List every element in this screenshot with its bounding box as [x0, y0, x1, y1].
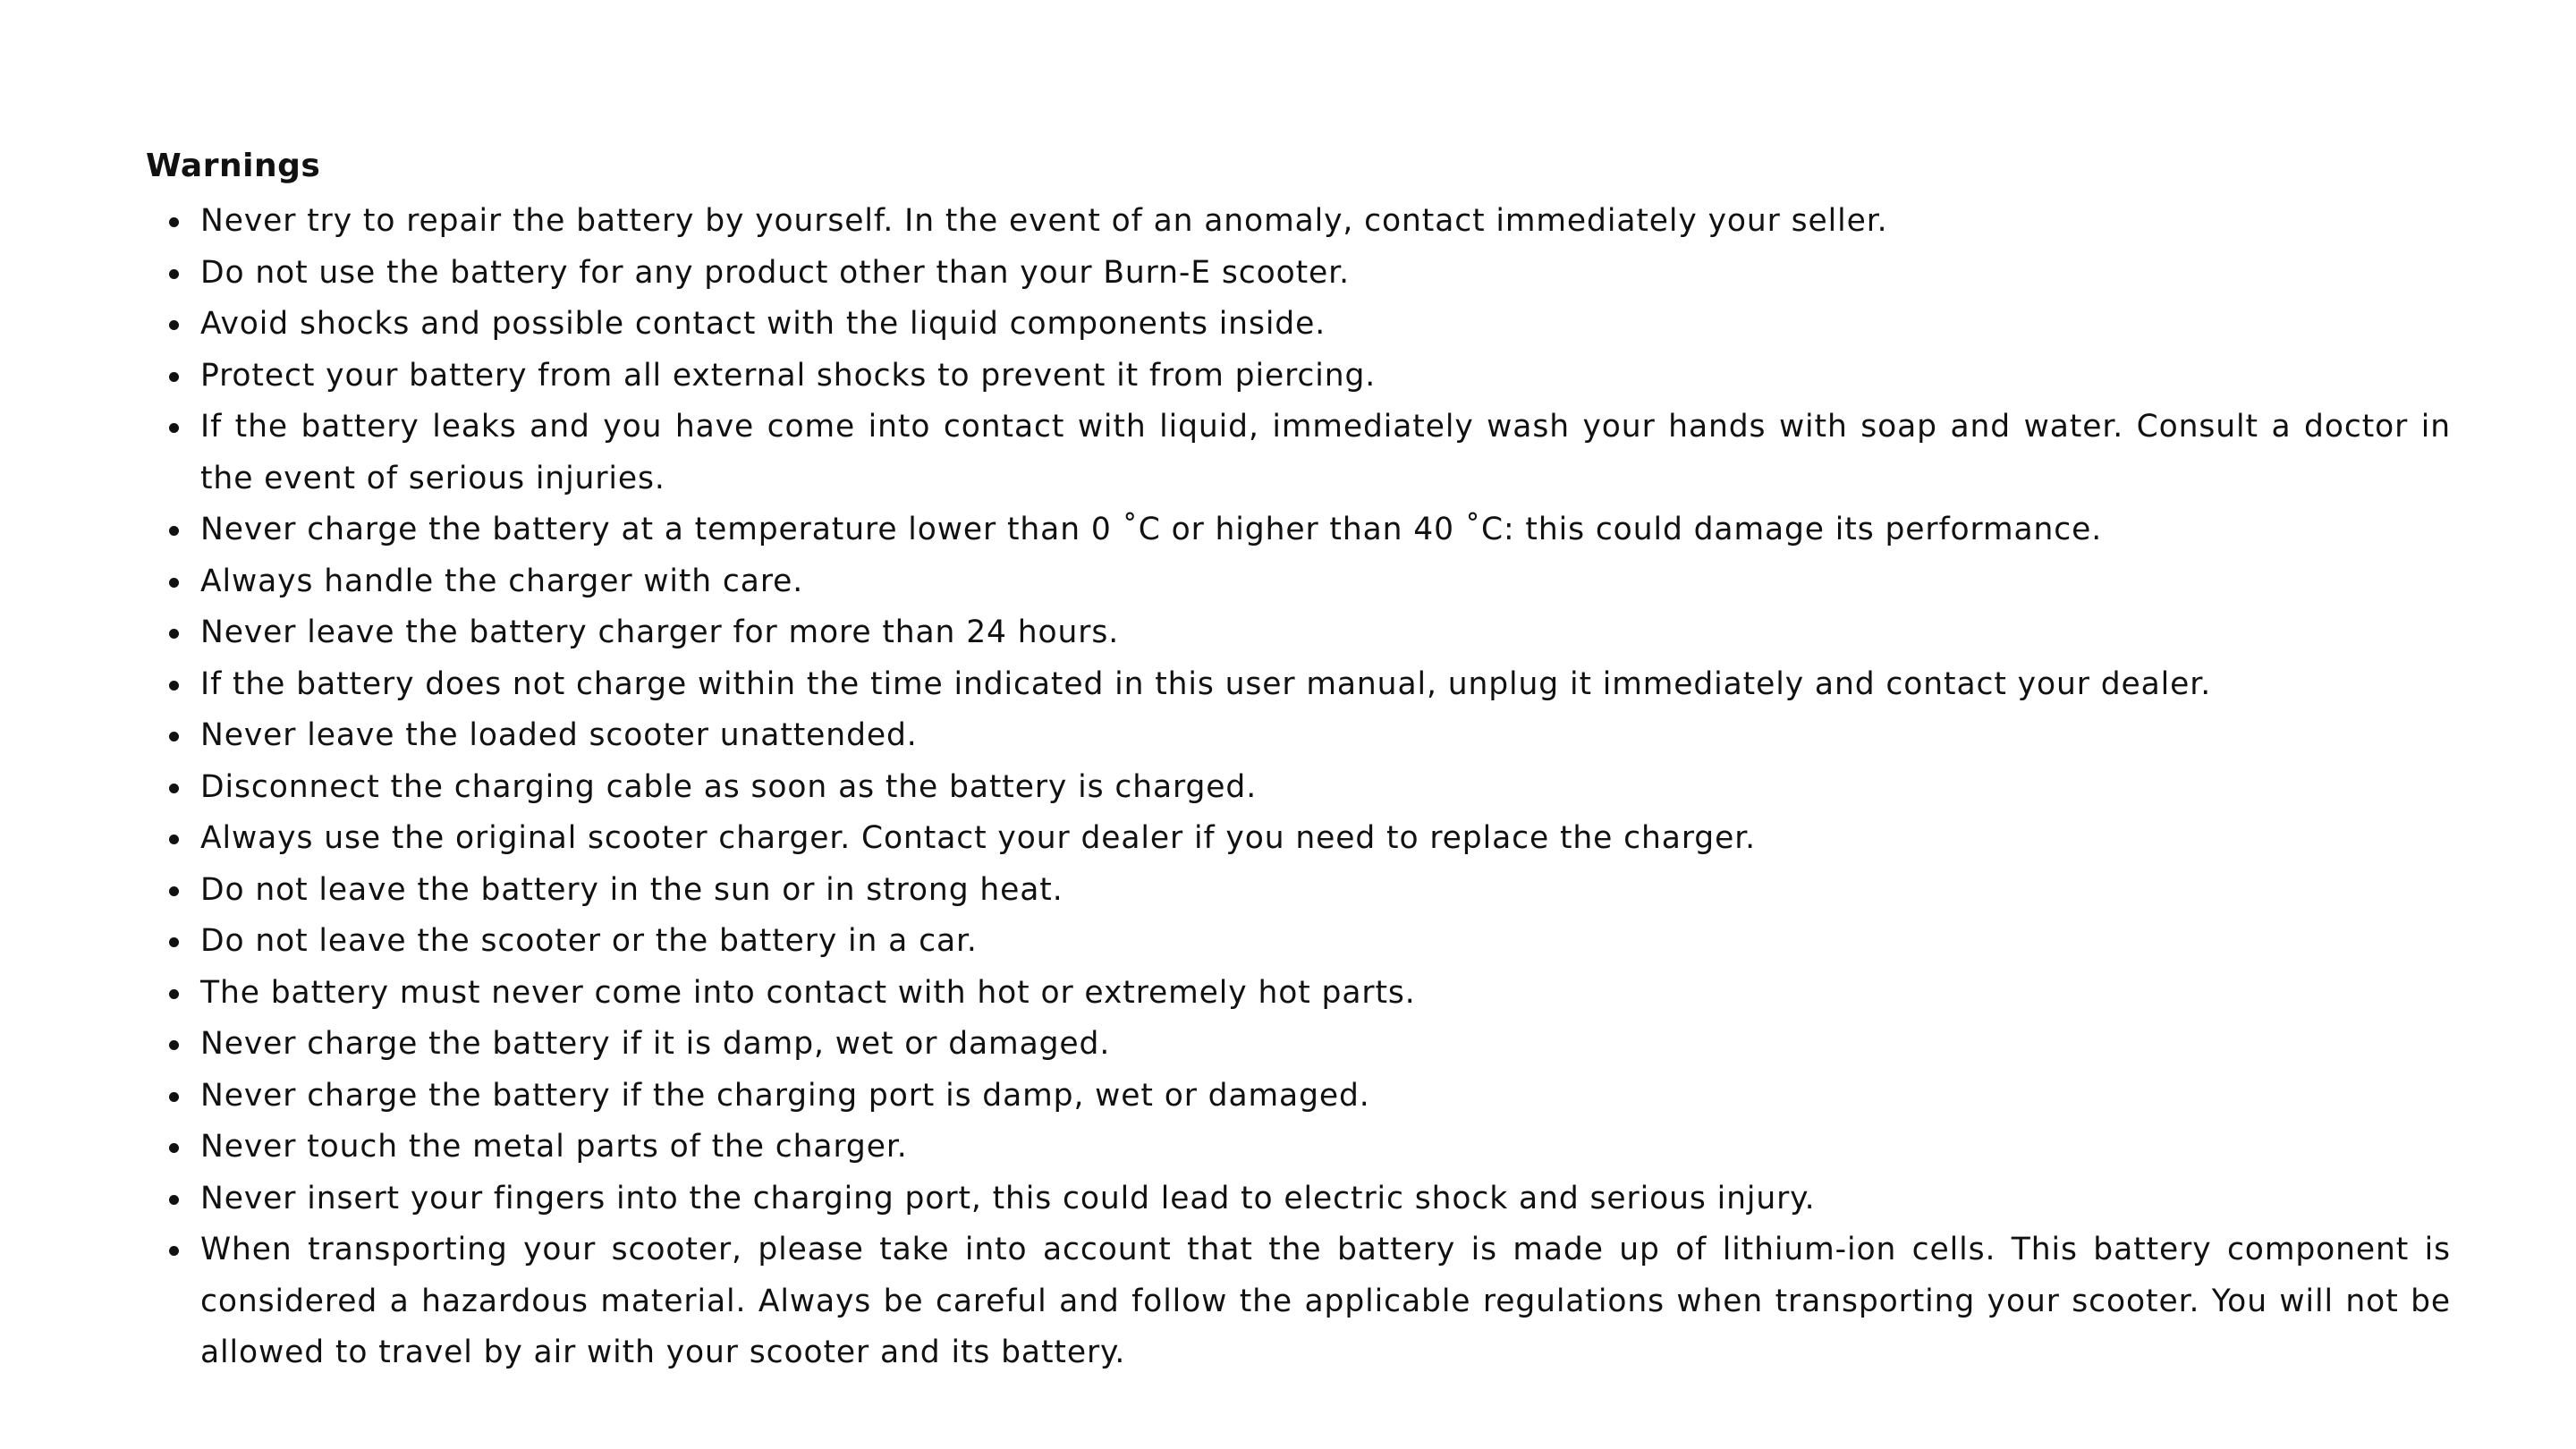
- bullet-icon: [169, 1195, 179, 1205]
- warning-item: [146, 299, 2451, 351]
- bullet-icon: [169, 1246, 179, 1256]
- warning-text: Never try to repair the battery by yourself. In the event of an anomaly, contact immediately your seller.: [200, 203, 1888, 239]
- warnings-list: [146, 196, 2451, 1379]
- warning-item: [146, 813, 2451, 865]
- warning-text: If the battery leaks and you have come into contact with liquid, immediately wash your hands with soap and water. Consult a doctor in the event of serious injuries.: [200, 409, 2451, 496]
- bullet-icon: [169, 784, 179, 793]
- warning-item: [146, 1174, 2451, 1225]
- bullet-icon: [169, 1143, 179, 1153]
- bullet-icon: [169, 526, 179, 536]
- warning-text: Never leave the loaded scooter unattended.: [200, 717, 918, 753]
- warning-text: Do not leave the battery in the sun or in strong heat.: [200, 871, 1063, 908]
- warning-text: Never charge the battery if the charging port is damp, wet or damaged.: [200, 1077, 1370, 1114]
- bullet-icon: [169, 681, 179, 691]
- warning-item: [146, 248, 2451, 300]
- warning-item: [146, 607, 2451, 659]
- warning-text: Never insert your fingers into the charging port, this could lead to electric shock and serious injury.: [200, 1180, 1816, 1216]
- warning-text: Avoid shocks and possible contact with the liquid components inside.: [200, 306, 1326, 342]
- warning-text: Always handle the charger with care.: [200, 563, 804, 599]
- warning-text: If the battery does not charge within the time indicated in this user manual, unplug it immediately and contact your dealer.: [200, 665, 2212, 702]
- warning-item: [146, 762, 2451, 814]
- bullet-icon: [169, 1092, 179, 1102]
- bullet-icon: [169, 629, 179, 639]
- bullet-icon: [169, 732, 179, 741]
- warning-text: Never charge the battery at a temperature lower than 0 ˚C or higher than 40 ˚C: this could damage its performance.: [200, 512, 2103, 547]
- warning-text: Do not leave the scooter or the battery in a car.: [200, 923, 978, 959]
- warning-item: [146, 402, 2451, 504]
- warning-text: Never leave the battery charger for more than 24 hours.: [200, 614, 1120, 650]
- warning-text: Do not use the battery for any product other than your Burn-E scooter.: [200, 254, 1350, 291]
- bullet-icon: [169, 372, 179, 382]
- warnings-section: [146, 145, 2451, 1379]
- warning-item: [146, 351, 2451, 402]
- warning-text: Always use the original scooter charger. Contact your dealer if you need to replace the charger.: [200, 820, 1757, 856]
- warning-item: [146, 916, 2451, 968]
- warning-text: Disconnect the charging cable as soon as the battery is charged.: [200, 768, 1258, 805]
- warning-item: [146, 1122, 2451, 1174]
- warning-item: [146, 968, 2451, 1020]
- warning-item: [146, 710, 2451, 762]
- warning-text: Never charge the battery if it is damp, wet or damaged.: [200, 1026, 1111, 1062]
- warning-item: [146, 1019, 2451, 1071]
- bullet-icon: [169, 1040, 179, 1050]
- bullet-icon: [169, 835, 179, 844]
- warning-text: The battery must never come into contact with hot or extremely hot parts.: [200, 974, 1416, 1011]
- warning-text: When transporting your scooter, please take into account that the battery is made up of lithium-ion cells. This battery component is considered a hazardous material. Always be careful and follow the applicable regulations when transporting your scooter. You will not be allowed to travel by air with your scooter and its battery.: [200, 1232, 2451, 1370]
- warning-item: [146, 504, 2451, 556]
- bullet-icon: [169, 886, 179, 896]
- warning-item: [146, 659, 2451, 711]
- bullet-icon: [169, 989, 179, 999]
- warning-item: [146, 1224, 2451, 1379]
- warning-item: [146, 556, 2451, 608]
- warning-item: [146, 196, 2451, 248]
- warning-item: [146, 865, 2451, 917]
- warning-item: [146, 1071, 2451, 1123]
- bullet-icon: [169, 217, 179, 227]
- bullet-icon: [169, 269, 179, 279]
- section-heading: Warnings: [146, 148, 321, 184]
- bullet-icon: [169, 578, 179, 588]
- bullet-icon: [169, 423, 179, 433]
- bullet-icon: [169, 320, 179, 330]
- warning-text: Protect your battery from all external shocks to prevent it from piercing.: [200, 357, 1377, 394]
- bullet-icon: [169, 937, 179, 947]
- warning-text: Never touch the metal parts of the charger.: [200, 1129, 908, 1165]
